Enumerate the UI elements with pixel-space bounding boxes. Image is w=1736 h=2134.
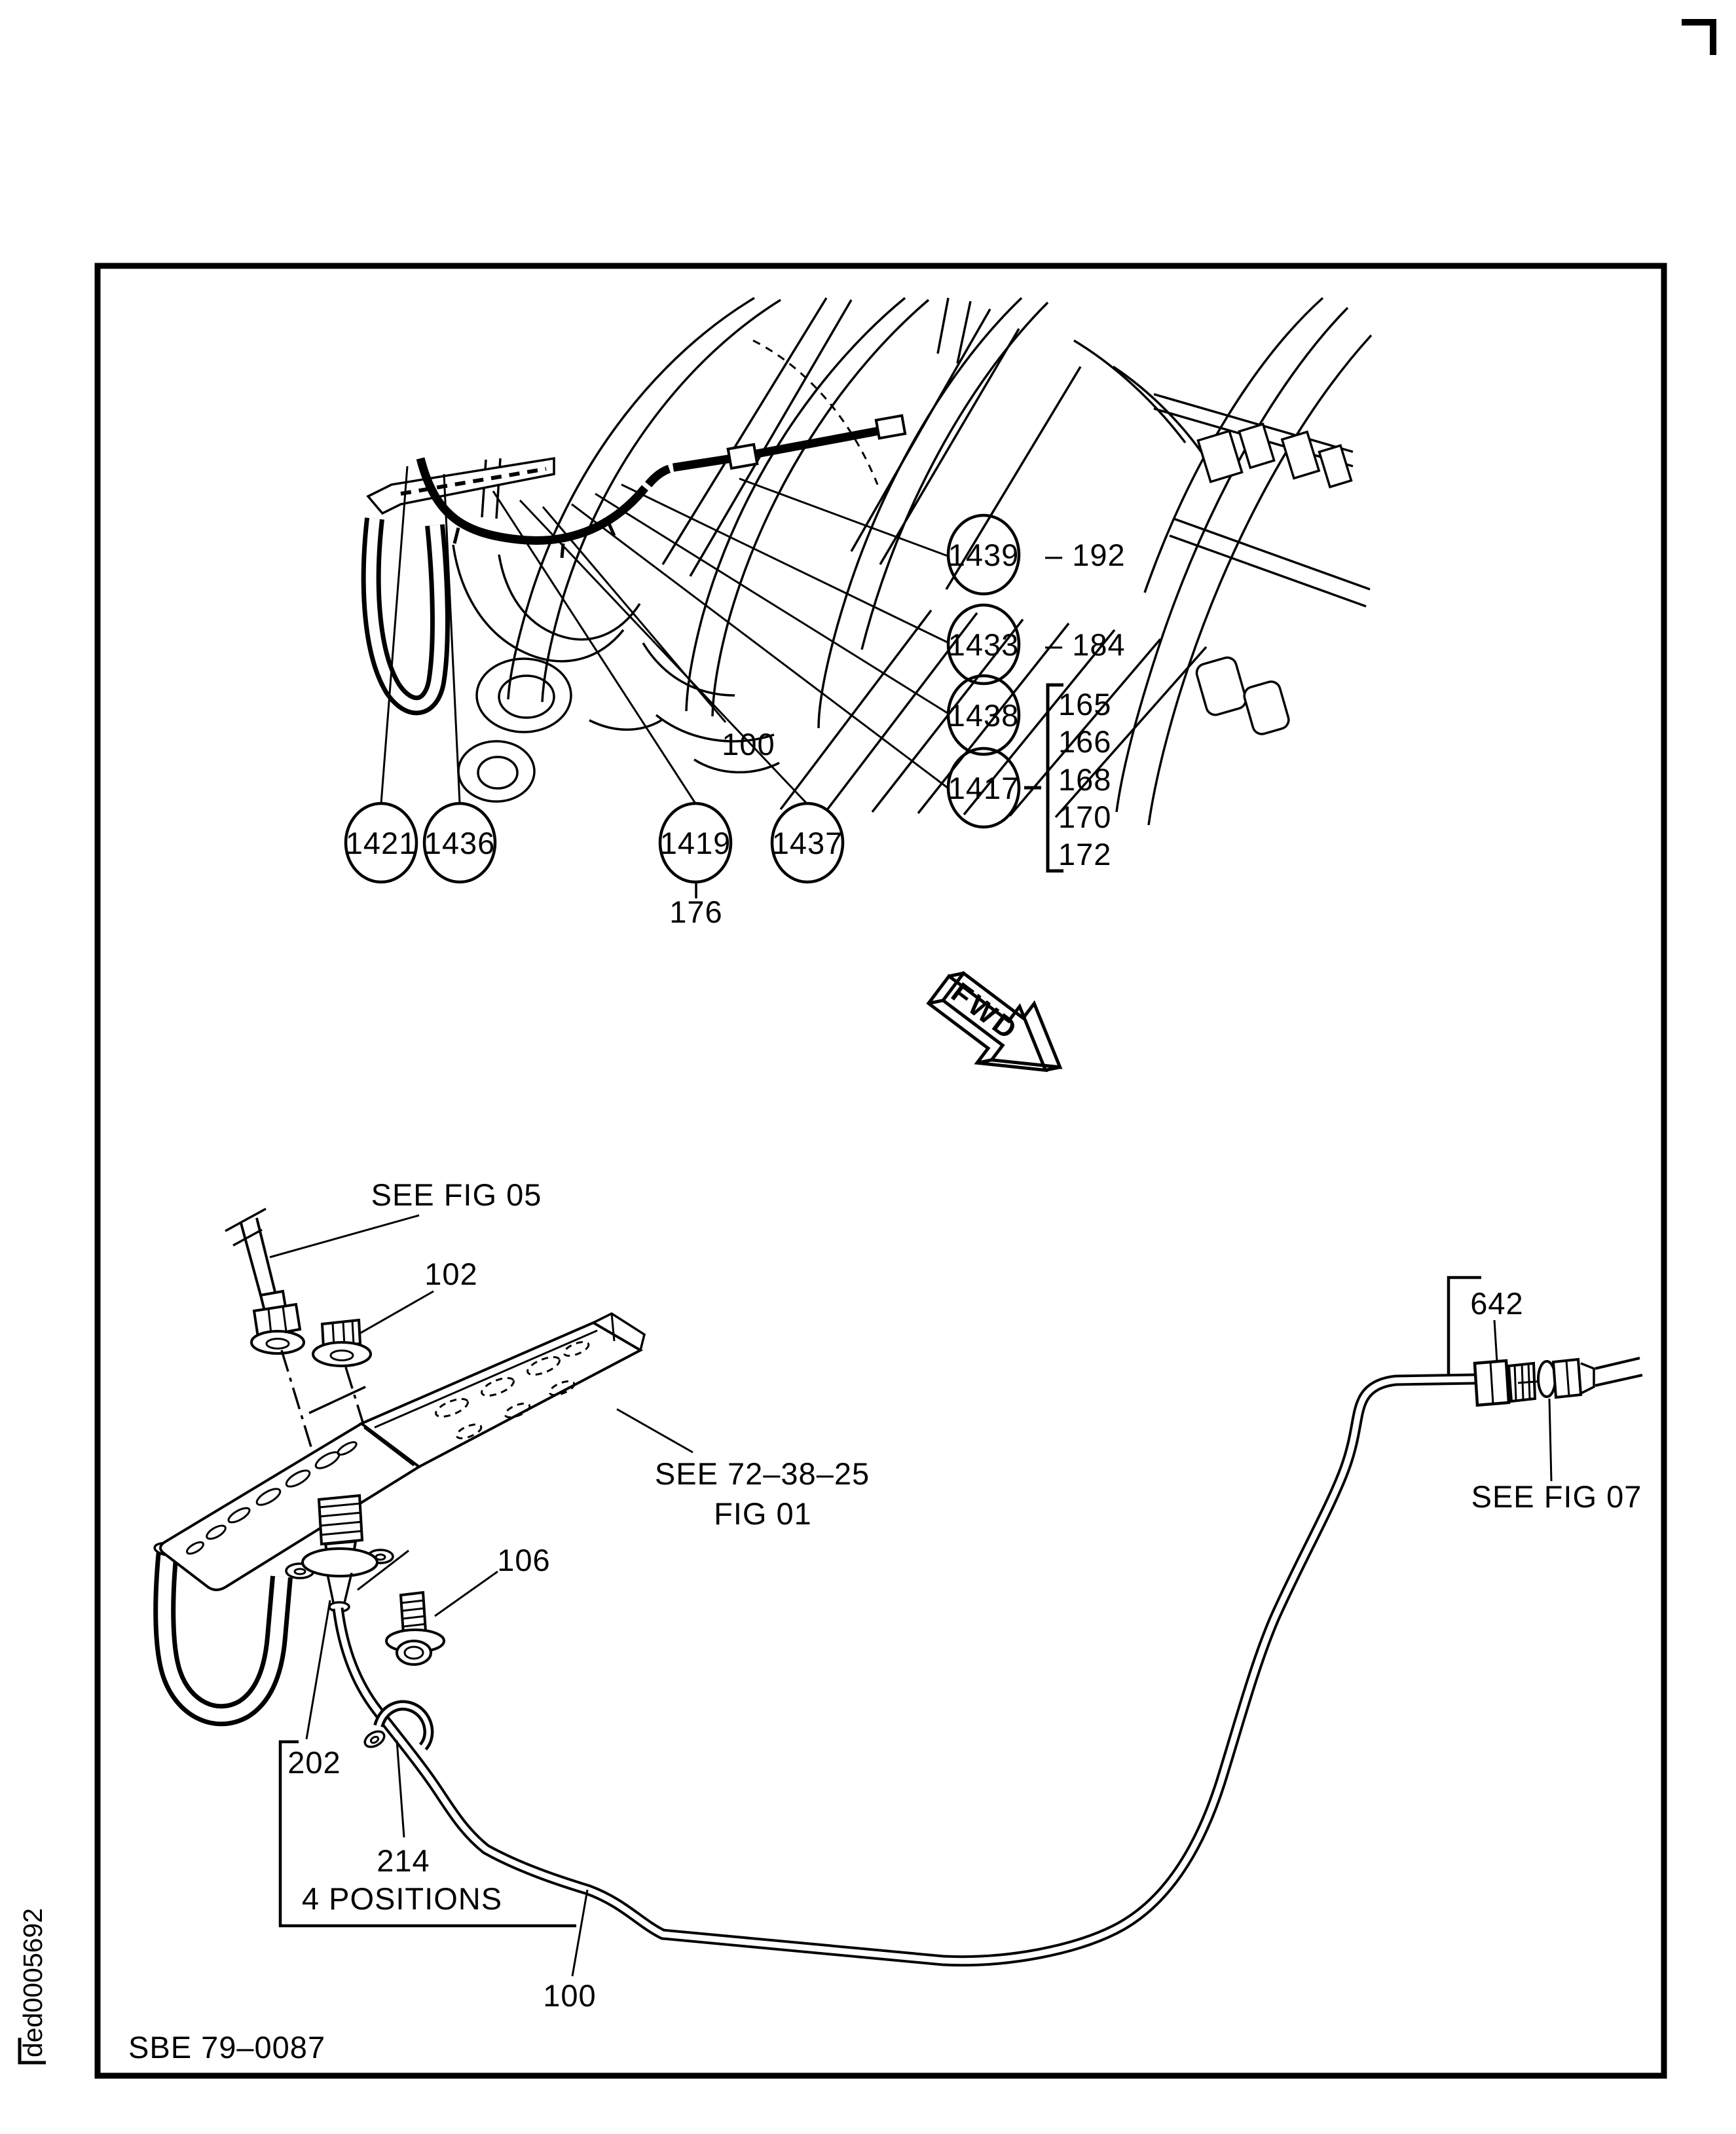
index-166: 166 [1058, 724, 1112, 759]
callout-1439-label: 1439 [948, 538, 1020, 572]
index-172: 172 [1058, 837, 1112, 872]
figure-code-label: SBE 79–0087 [128, 2030, 326, 2065]
index-165: 165 [1058, 687, 1112, 722]
fwd-arrow [917, 953, 1081, 1105]
callout-1417-label: 1417 [948, 771, 1020, 805]
engine-bracket [368, 458, 554, 513]
panel-upper-plate [361, 1314, 644, 1467]
positions-label: 4 POSITIONS [301, 1881, 503, 1916]
fig05-hose [225, 1209, 304, 1353]
callout-1433-label: 1433 [948, 627, 1020, 662]
callout-1433-suffix: – 184 [1045, 627, 1126, 662]
callout-1421-label: 1421 [345, 826, 417, 860]
fuel-tube-100 [338, 1379, 1475, 1961]
grommet-102 [313, 1320, 371, 1366]
item-202-label: 202 [287, 1745, 341, 1780]
document-code-vertical: ded0005692 [18, 1907, 48, 2057]
callout-1437-label: 1437 [771, 826, 843, 860]
item-642-label: 642 [1470, 1286, 1524, 1321]
figure-border [98, 266, 1664, 2076]
ref-723825-label: SEE 72–38–25 [654, 1456, 870, 1491]
item-100-top-label: 100 [722, 727, 775, 762]
item-106-label: 106 [497, 1543, 551, 1577]
ref-fig01-label: FIG 01 [714, 1496, 812, 1531]
index-170: 170 [1058, 800, 1112, 834]
index-168: 168 [1058, 762, 1112, 797]
engine-u-strap [371, 519, 440, 705]
engine-illustration [368, 298, 1371, 825]
fitting-642 [1475, 1361, 1544, 1405]
fwd-label: FWD [945, 976, 1025, 1048]
bottom-leader-lines [270, 1215, 1551, 1976]
item-176-label: 176 [669, 894, 723, 929]
ref-fig05-label: SEE FIG 05 [371, 1177, 542, 1212]
bolt-106 [386, 1592, 444, 1665]
callout-1436-label: 1436 [424, 826, 496, 860]
item-100-bottom-label: 100 [543, 1978, 597, 2013]
ref-fig07-label: SEE FIG 07 [1471, 1479, 1642, 1514]
item-214-label: 214 [377, 1843, 430, 1878]
fitting-fig07 [1538, 1358, 1642, 1397]
callout-1439-suffix: – 192 [1045, 538, 1126, 572]
callout-1438-label: 1438 [948, 698, 1020, 733]
item-102-label: 102 [424, 1257, 478, 1291]
top-right-crop-mark [1682, 22, 1713, 55]
callout-1419-label: 1419 [659, 826, 731, 860]
